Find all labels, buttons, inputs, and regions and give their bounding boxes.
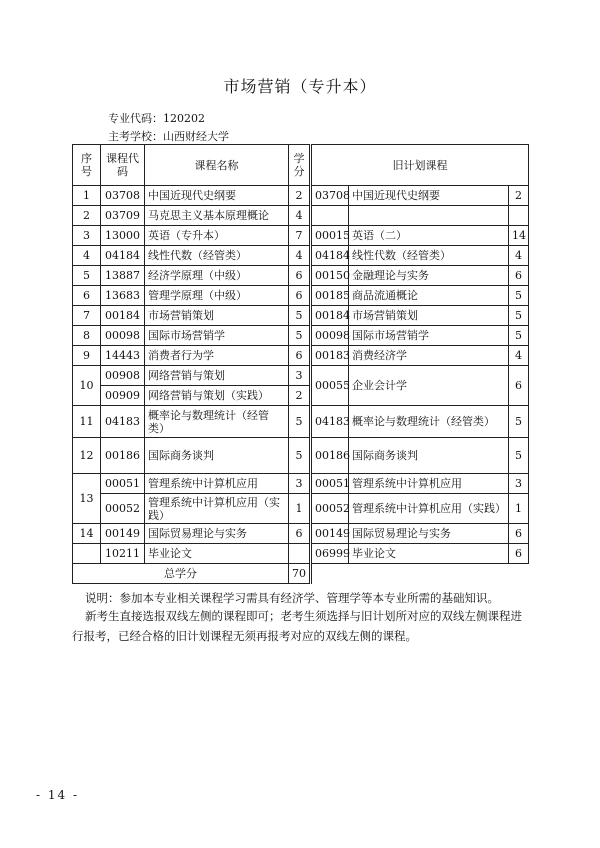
table-row: [73, 406, 529, 438]
total-empty: [311, 564, 529, 584]
host-school: 主考学校：山西财经大学: [108, 130, 229, 143]
cell-credit: 6: [289, 266, 311, 286]
cell-code: 03708: [101, 186, 145, 206]
cell-credit: 7: [289, 226, 311, 246]
cell-seq: 11: [73, 406, 101, 438]
cell-credit: 6: [289, 524, 311, 544]
cell-old-code: 00052: [311, 494, 349, 524]
cell-old-credit: 5: [509, 406, 529, 438]
cell-old-name: [349, 206, 509, 226]
header-code: 课程代码: [101, 145, 145, 186]
cell-old-credit: 6: [509, 544, 529, 564]
cell-seq: 12: [73, 438, 101, 474]
cell-seq: 2: [73, 206, 101, 226]
course-table: [72, 144, 529, 584]
cell-name: 管理学原理（中级）: [145, 286, 289, 306]
table-row: [73, 346, 529, 366]
cell-old-code: 00150: [311, 266, 349, 286]
cell-seq: 7: [73, 306, 101, 326]
total-row: [73, 564, 529, 584]
cell-old-name: 中国近现代史纲要: [349, 186, 509, 206]
cell-old-name: 市场营销策划: [349, 306, 509, 326]
table-row: [73, 206, 529, 226]
table-row: [73, 524, 529, 544]
cell-code: 00149: [101, 524, 145, 544]
cell-seq: 10: [73, 366, 101, 406]
table-row: [73, 438, 529, 474]
cell-credit: 1: [289, 494, 311, 524]
total-label: 总学分: [73, 564, 289, 584]
cell-code: 00052: [101, 494, 145, 524]
cell-old-code: 00015: [311, 226, 349, 246]
cell-name: 网络营销与策划（实践）: [145, 386, 289, 406]
cell-credit: 6: [289, 286, 311, 306]
header-old-plan: 旧计划课程: [311, 145, 529, 186]
cell-code: 10211: [101, 544, 145, 564]
cell-old-name: 管理系统中计算机应用: [349, 474, 509, 494]
cell-old-credit: 4: [509, 246, 529, 266]
cell-seq: 13: [73, 474, 101, 524]
cell-code: 00051: [101, 474, 145, 494]
cell-old-credit: 1: [509, 494, 529, 524]
cell-old-name: 国际贸易理论与实务: [349, 524, 509, 544]
table-row: [73, 326, 529, 346]
table-row: [73, 306, 529, 326]
table-row: [73, 494, 529, 524]
cell-old-credit: 4: [509, 346, 529, 366]
cell-credit: 4: [289, 246, 311, 266]
cell-seq: [73, 544, 101, 564]
table-row: [73, 474, 529, 494]
cell-code: 13683: [101, 286, 145, 306]
cell-name: 国际市场营销学: [145, 326, 289, 346]
cell-code: 00186: [101, 438, 145, 474]
cell-code: 14443: [101, 346, 145, 366]
cell-old-code: 00183: [311, 346, 349, 366]
cell-old-name: 国际市场营销学: [349, 326, 509, 346]
cell-old-name: 企业会计学: [349, 366, 509, 406]
cell-old-credit: 5: [509, 438, 529, 474]
cell-code: 03709: [101, 206, 145, 226]
cell-old-credit: 14: [509, 226, 529, 246]
cell-seq: 8: [73, 326, 101, 346]
cell-old-code: 00184: [311, 306, 349, 326]
table-row: [73, 186, 529, 206]
cell-old-code: 00055: [311, 366, 349, 406]
cell-old-name: 商品流通概论: [349, 286, 509, 306]
cell-credit: 3: [289, 474, 311, 494]
cell-old-credit: 6: [509, 366, 529, 406]
cell-old-code: 04183: [311, 406, 349, 438]
cell-old-name: 英语（二）: [349, 226, 509, 246]
cell-old-code: [311, 206, 349, 226]
header-seq: 序号: [73, 145, 101, 186]
cell-old-name: 消费经济学: [349, 346, 509, 366]
cell-old-code: 00051: [311, 474, 349, 494]
cell-old-code: 06999: [311, 544, 349, 564]
cell-credit: 2: [289, 386, 311, 406]
cell-code: 04183: [101, 406, 145, 438]
cell-name: 英语（专升本）: [145, 226, 289, 246]
major-code: 专业代码：120202: [108, 112, 205, 125]
cell-old-code: 00186: [311, 438, 349, 474]
cell-name: 中国近现代史纲要: [145, 186, 289, 206]
table-header-row: [73, 145, 529, 186]
page-number: - 14 -: [36, 788, 80, 802]
total-value: 70: [289, 564, 311, 584]
page-title: 市场营销（专升本）: [223, 77, 377, 96]
cell-old-code: 04184: [311, 246, 349, 266]
table-row: [73, 266, 529, 286]
cell-code: 13000: [101, 226, 145, 246]
cell-old-credit: 5: [509, 326, 529, 346]
cell-old-code: 00149: [311, 524, 349, 544]
cell-old-credit: 5: [509, 286, 529, 306]
cell-credit: 3: [289, 366, 311, 386]
table-row: [73, 286, 529, 306]
cell-name: 网络营销与策划: [145, 366, 289, 386]
cell-old-credit: 3: [509, 474, 529, 494]
cell-credit: 6: [289, 346, 311, 366]
cell-code: 04184: [101, 246, 145, 266]
header-credit: 学分: [289, 145, 311, 186]
note-prerequisite: 说明：参加本专业相关课程学习需具有经济学、管理学等本专业所需的基础知识。: [85, 591, 499, 605]
cell-name: 毕业论文: [145, 544, 289, 564]
cell-old-name: 线性代数（经管类）: [349, 246, 509, 266]
cell-old-credit: [509, 206, 529, 226]
cell-old-name: 管理系统中计算机应用（实践）: [349, 494, 509, 524]
cell-old-credit: 6: [509, 266, 529, 286]
cell-credit: [289, 544, 311, 564]
table-row: [73, 366, 529, 386]
cell-name: 线性代数（经管类）: [145, 246, 289, 266]
cell-old-code: 03708: [311, 186, 349, 206]
cell-old-credit: 6: [509, 524, 529, 544]
cell-old-name: 国际商务谈判: [349, 438, 509, 474]
cell-name: 管理系统中计算机应用（实践）: [145, 494, 289, 524]
cell-seq: 1: [73, 186, 101, 206]
cell-old-credit: 5: [509, 306, 529, 326]
cell-credit: 5: [289, 438, 311, 474]
table-row: [73, 226, 529, 246]
cell-seq: 5: [73, 266, 101, 286]
cell-old-name: 金融理论与实务: [349, 266, 509, 286]
cell-name: 经济学原理（中级）: [145, 266, 289, 286]
cell-seq: 6: [73, 286, 101, 306]
header-name: 课程名称: [145, 145, 289, 186]
cell-name: 消费者行为学: [145, 346, 289, 366]
cell-old-code: 00185: [311, 286, 349, 306]
cell-code: 00908: [101, 366, 145, 386]
cell-name: 管理系统中计算机应用: [145, 474, 289, 494]
cell-name: 国际贸易理论与实务: [145, 524, 289, 544]
cell-code: 00909: [101, 386, 145, 406]
cell-name: 市场营销策划: [145, 306, 289, 326]
cell-old-code: 00098: [311, 326, 349, 346]
note-registration: 新考生直接选报双线左侧的课程即可；老考生须选择与旧计划所对应的双线左侧课程进行报考，已经合格的旧计划课程无须再报考对应的双线左侧的课程。: [72, 609, 522, 643]
cell-name: 马克思主义基本原理概论: [145, 206, 289, 226]
cell-old-name: 概率论与数理统计（经管类）: [349, 406, 509, 438]
cell-name: 概率论与数理统计（经管类）: [145, 406, 289, 438]
cell-code: 13887: [101, 266, 145, 286]
cell-code: 00184: [101, 306, 145, 326]
cell-credit: 5: [289, 406, 311, 438]
cell-seq: 3: [73, 226, 101, 246]
cell-old-credit: 2: [509, 186, 529, 206]
cell-seq: 4: [73, 246, 101, 266]
cell-seq: 9: [73, 346, 101, 366]
cell-credit: 4: [289, 206, 311, 226]
table-row: [73, 544, 529, 564]
cell-old-name: 毕业论文: [349, 544, 509, 564]
cell-credit: 5: [289, 326, 311, 346]
table-row: [73, 246, 529, 266]
cell-credit: 5: [289, 306, 311, 326]
cell-code: 00098: [101, 326, 145, 346]
cell-name: 国际商务谈判: [145, 438, 289, 474]
cell-seq: 14: [73, 524, 101, 544]
cell-credit: 2: [289, 186, 311, 206]
